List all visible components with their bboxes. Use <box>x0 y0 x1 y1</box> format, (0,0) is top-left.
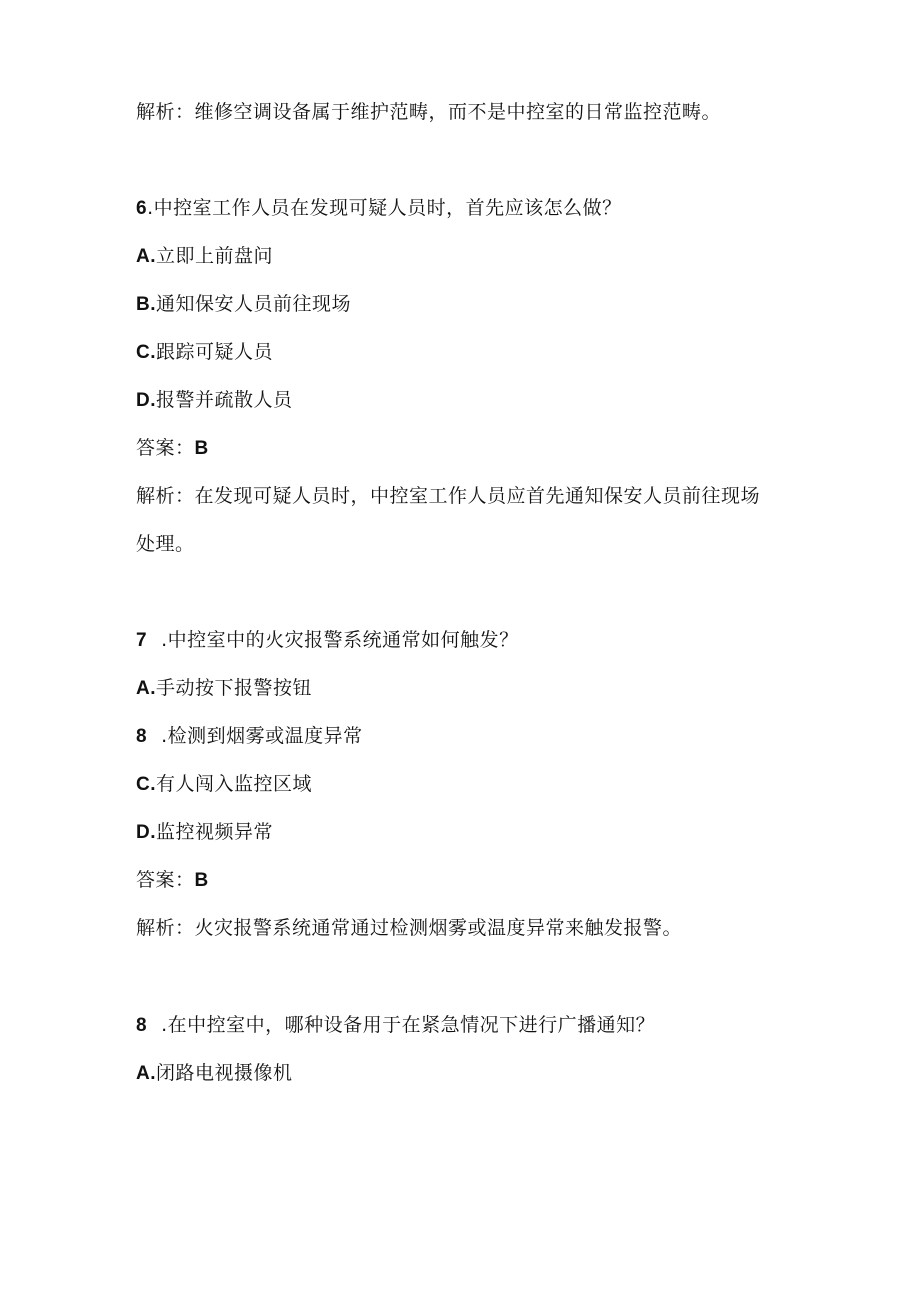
explanation-text: 解析：火灾报警系统通常通过检测烟雾或温度异常来触发报警。 <box>136 917 683 939</box>
option-key: D. <box>136 822 156 843</box>
question-text: .在中控室中，哪种设备用于在紧急情况下进行广播通知？ <box>161 1014 656 1036</box>
explanation-text: 解析：维修空调设备属于维护范畴，而不是中控室的日常监控范畴。 <box>136 101 722 123</box>
q6-answer <box>136 436 836 461</box>
option-text: 通知保安人员前往现场 <box>156 293 352 315</box>
question-8 <box>136 1013 836 1038</box>
q6-option-b <box>136 292 836 317</box>
question-number: 7 <box>136 630 148 651</box>
question-7 <box>136 628 836 653</box>
q7-option-b <box>136 724 836 749</box>
option-key: C. <box>136 342 156 363</box>
option-text: 手动按下报警按钮 <box>156 677 313 699</box>
answer-value: B <box>194 438 209 459</box>
option-text: 立即上前盘问 <box>156 245 274 267</box>
option-key: D. <box>136 390 156 411</box>
q6-explanation-line-1 <box>136 484 836 508</box>
question-text: .中控室工作人员在发现可疑人员时，首先应该怎么做？ <box>147 197 622 219</box>
answer-value: B <box>194 870 209 891</box>
q7-option-d <box>136 820 836 845</box>
option-text: 监控视频异常 <box>156 821 274 843</box>
option-key: C. <box>136 774 156 795</box>
option-key: 8 <box>136 726 148 747</box>
answer-label: 答案： <box>136 869 195 891</box>
option-text: 跟踪可疑人员 <box>156 341 274 363</box>
option-key: B. <box>136 294 156 315</box>
q6-option-d <box>136 388 836 413</box>
question-number: 6 <box>136 198 148 219</box>
explanation-text: 处理。 <box>136 533 195 555</box>
answer-label: 答案： <box>136 437 195 459</box>
q6-option-a <box>136 244 836 269</box>
option-text: 报警并疏散人员 <box>156 389 293 411</box>
q7-option-a <box>136 676 836 701</box>
option-key: A. <box>136 1063 156 1084</box>
q8-option-a <box>136 1061 836 1086</box>
explanation-text: 解析：在发现可疑人员时，中控室工作人员应首先通知保安人员前往现场 <box>136 485 761 507</box>
question-6 <box>136 196 836 221</box>
q7-answer <box>136 868 836 893</box>
q6-option-c <box>136 340 836 365</box>
option-text: 闭路电视摄像机 <box>156 1062 293 1084</box>
q7-option-c <box>136 772 836 797</box>
q6-explanation-line-2 <box>136 532 836 556</box>
question-text: .中控室中的火灾报警系统通常如何触发？ <box>161 629 519 651</box>
option-key: A. <box>136 678 156 699</box>
explanation-q5 <box>136 100 836 124</box>
q7-explanation <box>136 916 836 940</box>
option-text: .检测到烟雾或温度异常 <box>161 725 363 747</box>
question-number: 8 <box>136 1015 148 1036</box>
option-key: A. <box>136 246 156 267</box>
option-text: 有人闯入监控区域 <box>156 773 313 795</box>
